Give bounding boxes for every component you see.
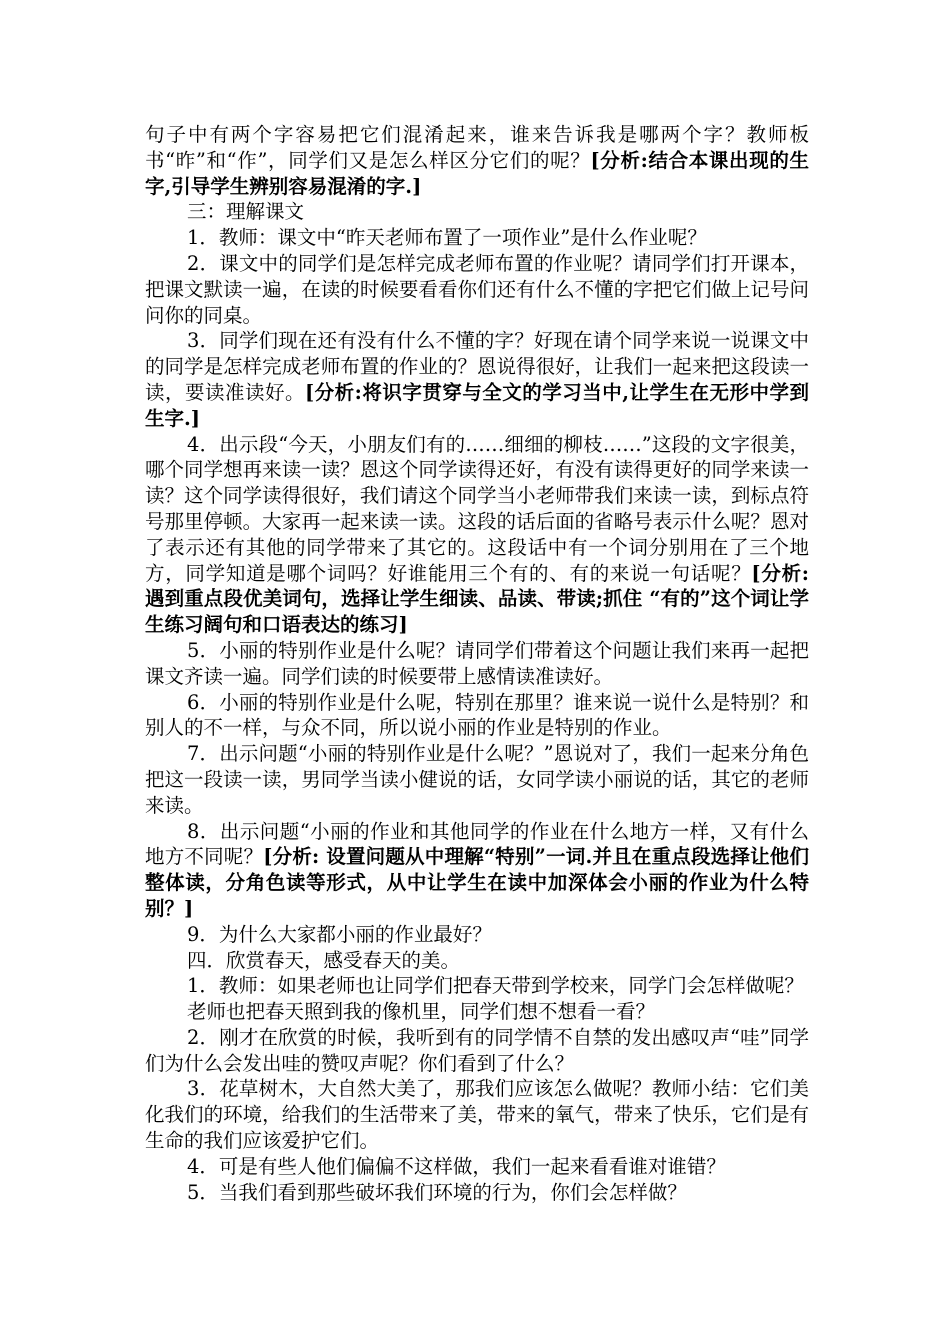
analysis-note: [分析:将识字贯穿与全文的学习当中,让学生在无形中学到生字.] [145,380,809,430]
paragraph-8 [145,690,809,742]
paragraph-text: 2．课文中的同学们是怎样完成老师布置的作业呢？请同学们打开课本，把课文默读一遍，在读的时候要看看你们还有什么不懂的字把它们做上记号问问你的同桌。 [145,251,809,327]
paragraph-text: 四．欣赏春天，感受春天的美。 [187,948,461,972]
paragraph-text: 7．出示问题“小丽的特别作业是什么呢？”恩说对了，我们一起来分角色把这一段读一读，男同学当读小健说的话，女同学读小丽说的话，其它的老师来读。 [145,742,809,817]
paragraph-18 [145,1180,809,1206]
paragraph-text: 5．当我们看到那些破坏我们环境的行为，你们会怎样做？ [187,1180,687,1204]
analysis-note: [分析:结合本课出现的生字,引导学生辨别容易混淆的字.] [145,148,809,198]
paragraph-text: 3．同学们现在还有没有什么不懂的字？好现在请个同学来说一说课文中的同学是怎样完成老师布置的作业的？恩说得很好，让我们一起来把这段读一读，要读准读好。 [145,329,809,404]
paragraph-16 [145,1076,809,1153]
paragraph-13 [145,973,809,999]
paragraph-6 [145,432,809,638]
paragraph-text: 老师也把春天照到我的像机里，同学们想不想看一看？ [187,1000,656,1024]
paragraph-14 [145,999,809,1025]
paragraph-15 [145,1025,809,1077]
paragraph-text: 9．为什么大家都小丽的作业最好？ [187,922,492,946]
paragraph-text: 5．小丽的特别作业是什么呢？请同学们带着这个问题让我们来再一起把课文齐读一遍。同学们读的时候要带上感情读准读好。 [145,638,809,688]
analysis-note: [分析: 遇到重点段优美词句，选择让学生细读、品读、带读;抓住 “有的”这个词让学生练习阔句和口语表达的练习] [145,561,809,637]
paragraph-text: 4．出示段“今天，小朋友们有的……细细的柳枝……”这段的文字很美，哪个同学想再来读一读？恩这个同学读得还好，有没有读得更好的同学来读一读？这个同学读得很好，我们请这个同学当小老师带我们来读一读，到标点符号那里停顿。大家再一起来读一读。这段的话后面的省略号表示什么呢？恩对了表示还有其他的同学带来了其它的。这段话中有一个词分别用在了三个地方，同学知道是哪个词吗？好谁能用三个有的、有的来说一句话呢？ [145,432,809,585]
section-heading-3 [145,199,809,225]
document-page [145,122,809,1205]
paragraph-11 [145,922,809,948]
paragraph-10 [145,819,809,922]
paragraph-1 [145,122,809,199]
paragraph-7 [145,638,809,690]
paragraph-text: 三：理解课文 [187,200,305,224]
paragraph-5 [145,328,809,431]
paragraph-text: 2．刚才在欣赏的时候，我听到有的同学情不自禁的发出感叹声“哇”同学们为什么会发出哇的赞叹声呢？你们看到了什么？ [145,1025,809,1075]
paragraph-text: 句子中有两个字容易把它们混淆起来，谁来告诉我是哪两个字？教师板书“昨”和“作”，同学们又是怎么样区分它们的呢？ [145,123,809,172]
paragraph-text: 3．花草树木，大自然大美了，那我们应该怎么做呢？教师小结：它们美化我们的环境，给我们的生活带来了美，带来的氧气，带来了快乐，它们是有生命的我们应该爱护它们。 [145,1077,809,1153]
paragraph-text: 6．小丽的特别作业是什么呢，特别在那里？谁来说一说什么是特别？和别人的不一样，与众不同，所以说小丽的作业是特别的作业。 [145,690,809,740]
paragraph-text: 8．出示问题“小丽的作业和其他同学的作业在什么地方一样，又有什么地方不同呢？ [145,819,809,869]
paragraph-3 [145,225,809,251]
paragraph-9 [145,741,809,818]
section-heading-4 [145,948,809,974]
analysis-note: [分析: 设置问题从中理解“特别”一词.并且在重点段选择让他们整体读，分角色读等形式，从中让学生在读中加深体会小丽的作业为什么特别？] [145,845,809,920]
paragraph-4 [145,251,809,328]
paragraph-text: 1．教师：课文中“昨天老师布置了一项作业”是什么作业呢？ [187,226,707,250]
paragraph-text: 1．教师：如果老师也让同学们把春天带到学校来，同学门会怎样做呢？ [187,974,804,998]
paragraph-17 [145,1154,809,1180]
paragraph-text: 4．可是有些人他们偏偏不这样做，我们一起来看看谁对谁错？ [187,1154,726,1178]
